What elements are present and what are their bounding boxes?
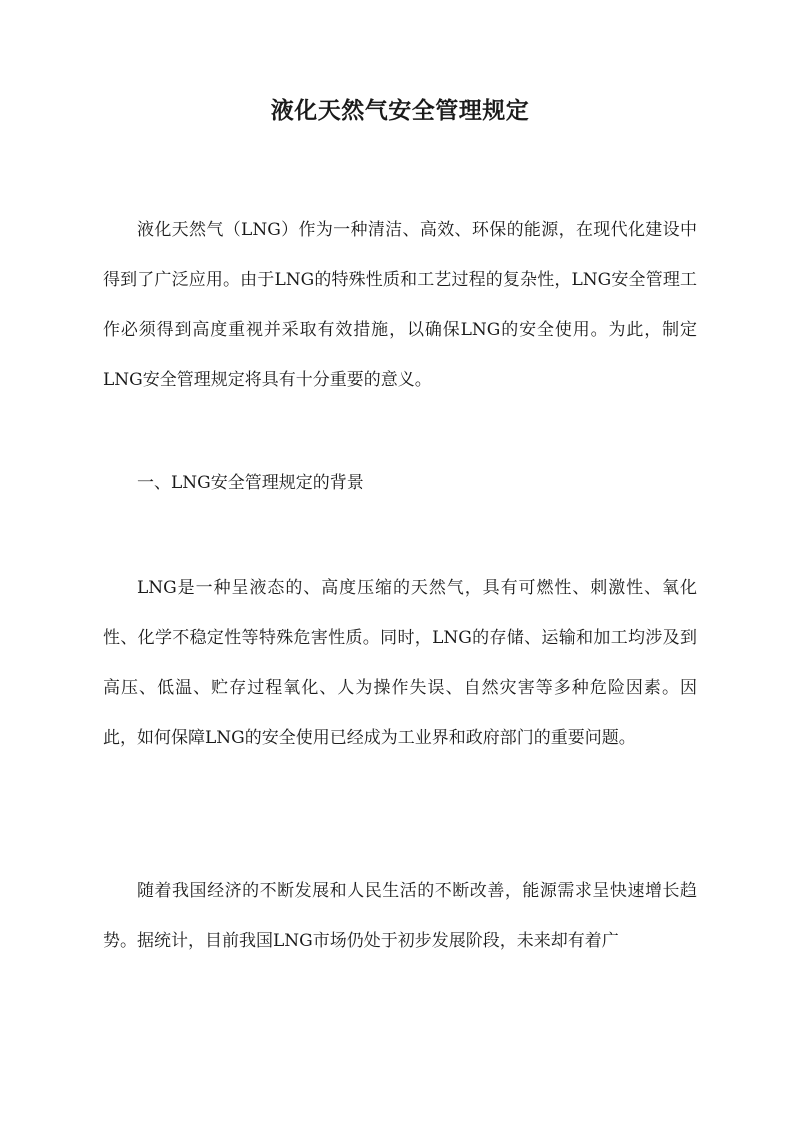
document-title: 液化天然气安全管理规定 — [270, 97, 530, 124]
demand-paragraph: 随着我国经济的不断发展和人民生活的不断改善，能源需求呈快速增长趋势。据统计，目前我国LNG市场仍处于初步发展阶段，未来却有着广 — [103, 881, 697, 951]
intro-paragraph: 液化天然气（LNG）作为一种清洁、高效、环保的能源，在现代化建设中得到了广泛应用。由于LNG的特殊性质和工艺过程的复杂性，LNG安全管理工作必须得到高度重视并采取有效措施，以确保LNG的安全使用。为此，制定LNG安全管理规定将具有十分重要的意义。 — [103, 220, 697, 390]
background-paragraph: LNG是一种呈液态的、高度压缩的天然气，具有可燃性、刺激性、氧化性、化学不稳定性等特殊危害性质。同时，LNG的存储、运输和加工均涉及到高压、低温、贮存过程氧化、人为操作失误、自然灾害等多种危险因素。因此，如何保障LNG的安全使用已经成为工业界和政府部门的重要问题。 — [103, 578, 697, 748]
section-heading: 一、LNG安全管理规定的背景 — [137, 473, 364, 493]
